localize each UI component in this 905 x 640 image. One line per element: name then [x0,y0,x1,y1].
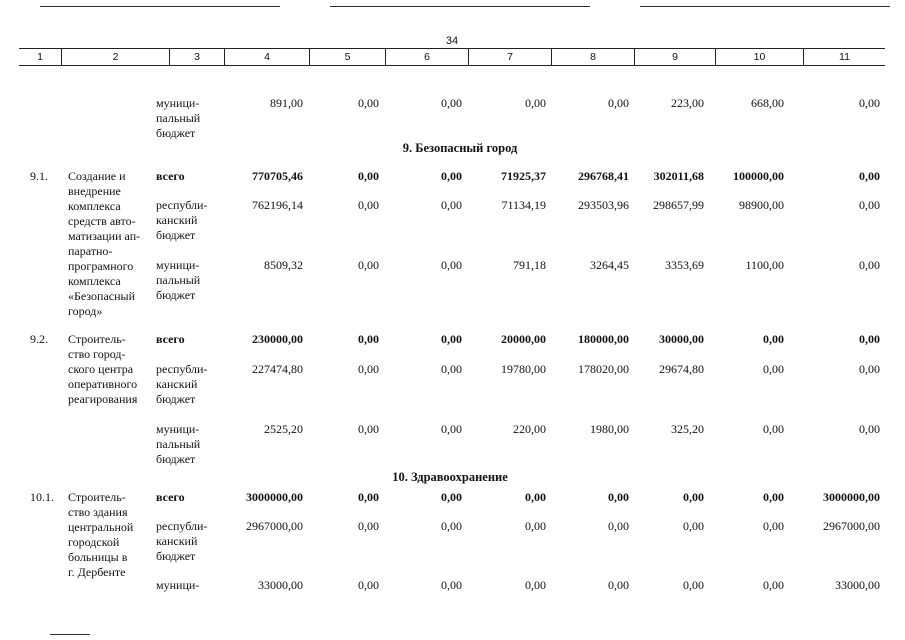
table-cell-col8: 0,00 [608,519,629,533]
table-cell-col8: 3264,45 [590,258,629,272]
table-cell-col5: 0,00 [358,96,379,110]
section-heading-10: 10. Здравоохранение [392,470,508,484]
table-cell-col6: 0,00 [441,578,462,592]
table-cell-col10: 0,00 [763,578,784,592]
table-cell-col8: 293503,96 [578,198,629,212]
table-cell-col6: 0,00 [441,258,462,272]
table-cell-col9: 223,00 [671,96,704,110]
col-header-1: 1 [37,51,43,63]
table-cell-col6: 0,00 [441,96,462,110]
table-cell-col4: 33000,00 [258,578,303,592]
column-number-header [19,48,885,66]
table-cell-col11: 33000,00 [835,578,880,592]
table-cell-col4: 770705,46 [252,169,303,183]
table-cell-col6: 0,00 [441,422,462,436]
table-cell-col6: 0,00 [441,332,462,346]
table-cell-col4: 3000000,00 [246,490,303,504]
table-cell-col5: 0,00 [358,362,379,376]
funding-source-label: республи- канский бюджет [156,198,208,242]
table-cell-col8: 0,00 [608,578,629,592]
row-number: 9.1. [30,169,48,183]
col-header-7: 7 [507,51,513,63]
table-cell-col4: 891,00 [270,96,303,110]
table-cell-col7: 0,00 [525,490,546,504]
table-cell-col10: 0,00 [763,422,784,436]
table-cell-col4: 762196,14 [252,198,303,212]
table-cell-col9: 29674,80 [659,362,704,376]
table-cell-col11: 0,00 [859,198,880,212]
table-cell-col5: 0,00 [358,490,379,504]
table-cell-col7: 19780,00 [501,362,546,376]
measure-name: Строитель- ство город- ского центра оперативного реагирования [68,332,138,406]
table-cell-col7: 20000,00 [501,332,546,346]
table-cell-col6: 0,00 [441,169,462,183]
table-cell-col7: 220,00 [513,422,546,436]
table-cell-col11: 0,00 [859,422,880,436]
table-cell-col11: 2967000,00 [823,519,880,533]
funding-source-label: муници- пальный бюджет [156,422,201,466]
top-rule-middle [330,6,590,7]
table-cell-col5: 0,00 [358,169,379,183]
funding-source-label: муници- пальный бюджет [156,96,201,140]
table-cell-col9: 302011,68 [653,169,704,183]
table-cell-col7: 791,18 [513,258,546,272]
table-cell-col8: 0,00 [608,490,629,504]
col-header-10: 10 [753,51,766,63]
funding-source-label: всего [156,332,185,346]
measure-name: Строитель- ство здания центральной городской больницы в г. Дербенте [68,490,134,579]
table-cell-col4: 8509,32 [264,258,303,272]
page-number: 34 [445,35,459,47]
table-cell-col5: 0,00 [358,198,379,212]
table-cell-col7: 0,00 [525,96,546,110]
table-cell-col10: 0,00 [763,362,784,376]
table-cell-col10: 100000,00 [733,169,784,183]
table-cell-col9: 0,00 [683,490,704,504]
footnote-rule [50,634,90,635]
table-cell-col10: 98900,00 [739,198,784,212]
table-cell-col9: 3353,69 [665,258,704,272]
table-cell-col10: 0,00 [763,332,784,346]
table-cell-col8: 1980,00 [590,422,629,436]
table-cell-col9: 325,20 [671,422,704,436]
table-cell-col6: 0,00 [441,519,462,533]
table-cell-col10: 0,00 [763,490,784,504]
col-header-8: 8 [590,51,596,63]
top-rule-left [40,6,280,7]
table-cell-col4: 230000,00 [252,332,303,346]
table-cell-col10: 1100,00 [745,258,784,272]
table-cell-col6: 0,00 [441,490,462,504]
table-cell-col10: 668,00 [751,96,784,110]
top-rule-right [640,6,890,7]
col-header-2: 2 [112,51,119,63]
row-number: 10.1. [30,490,54,504]
funding-source-label: республи- канский бюджет [156,362,208,406]
table-cell-col9: 0,00 [683,578,704,592]
table-cell-col5: 0,00 [358,332,379,346]
table-cell-col11: 0,00 [859,332,880,346]
measure-name: Создание и внедрение комплекса средств авто- матизации ап- паратно- програмного комплекса «Безопасный город» [68,169,141,318]
table-cell-col9: 30000,00 [659,332,704,346]
table-cell-col5: 0,00 [358,258,379,272]
table-cell-col10: 0,00 [763,519,784,533]
col-header-5: 5 [344,51,351,63]
table-cell-col5: 0,00 [358,578,379,592]
row-number: 9.2. [30,332,48,346]
section-heading-9: 9. Безопасный город [402,141,518,155]
col-header-9: 9 [672,51,678,63]
table-cell-col7: 0,00 [525,519,546,533]
table-cell-col6: 0,00 [441,362,462,376]
table-cell-col8: 180000,00 [578,332,629,346]
table-cell-col5: 0,00 [358,422,379,436]
table-cell-col7: 0,00 [525,578,546,592]
col-header-11: 11 [839,51,850,63]
table-cell-col4: 227474,80 [252,362,303,376]
funding-source-label: муници- пальный бюджет [156,258,201,302]
table-cell-col11: 3000000,00 [823,490,880,504]
table-cell-col8: 178020,00 [578,362,629,376]
table-cell-col4: 2967000,00 [246,519,303,533]
table-cell-col8: 0,00 [608,96,629,110]
funding-source-label: республи- канский бюджет [156,519,208,563]
table-cell-col11: 0,00 [859,258,880,272]
table-cell-col11: 0,00 [859,362,880,376]
table-cell-col6: 0,00 [441,198,462,212]
table-cell-col9: 0,00 [683,519,704,533]
table-cell-col11: 0,00 [859,169,880,183]
funding-source-label: муници- [156,578,200,592]
funding-source-label: всего [156,169,185,183]
table-cell-col5: 0,00 [358,519,379,533]
funding-source-label: всего [156,490,185,504]
col-header-6: 6 [424,51,430,63]
col-header-3: 3 [194,51,200,63]
table-cell-col8: 296768,41 [578,169,629,183]
table-cell-col4: 2525,20 [264,422,303,436]
table-cell-col7: 71925,37 [501,169,546,183]
col-header-4: 4 [264,51,270,63]
table-cell-col7: 71134,19 [501,198,546,212]
table-cell-col11: 0,00 [859,96,880,110]
table-cell-col9: 298657,99 [653,198,704,212]
